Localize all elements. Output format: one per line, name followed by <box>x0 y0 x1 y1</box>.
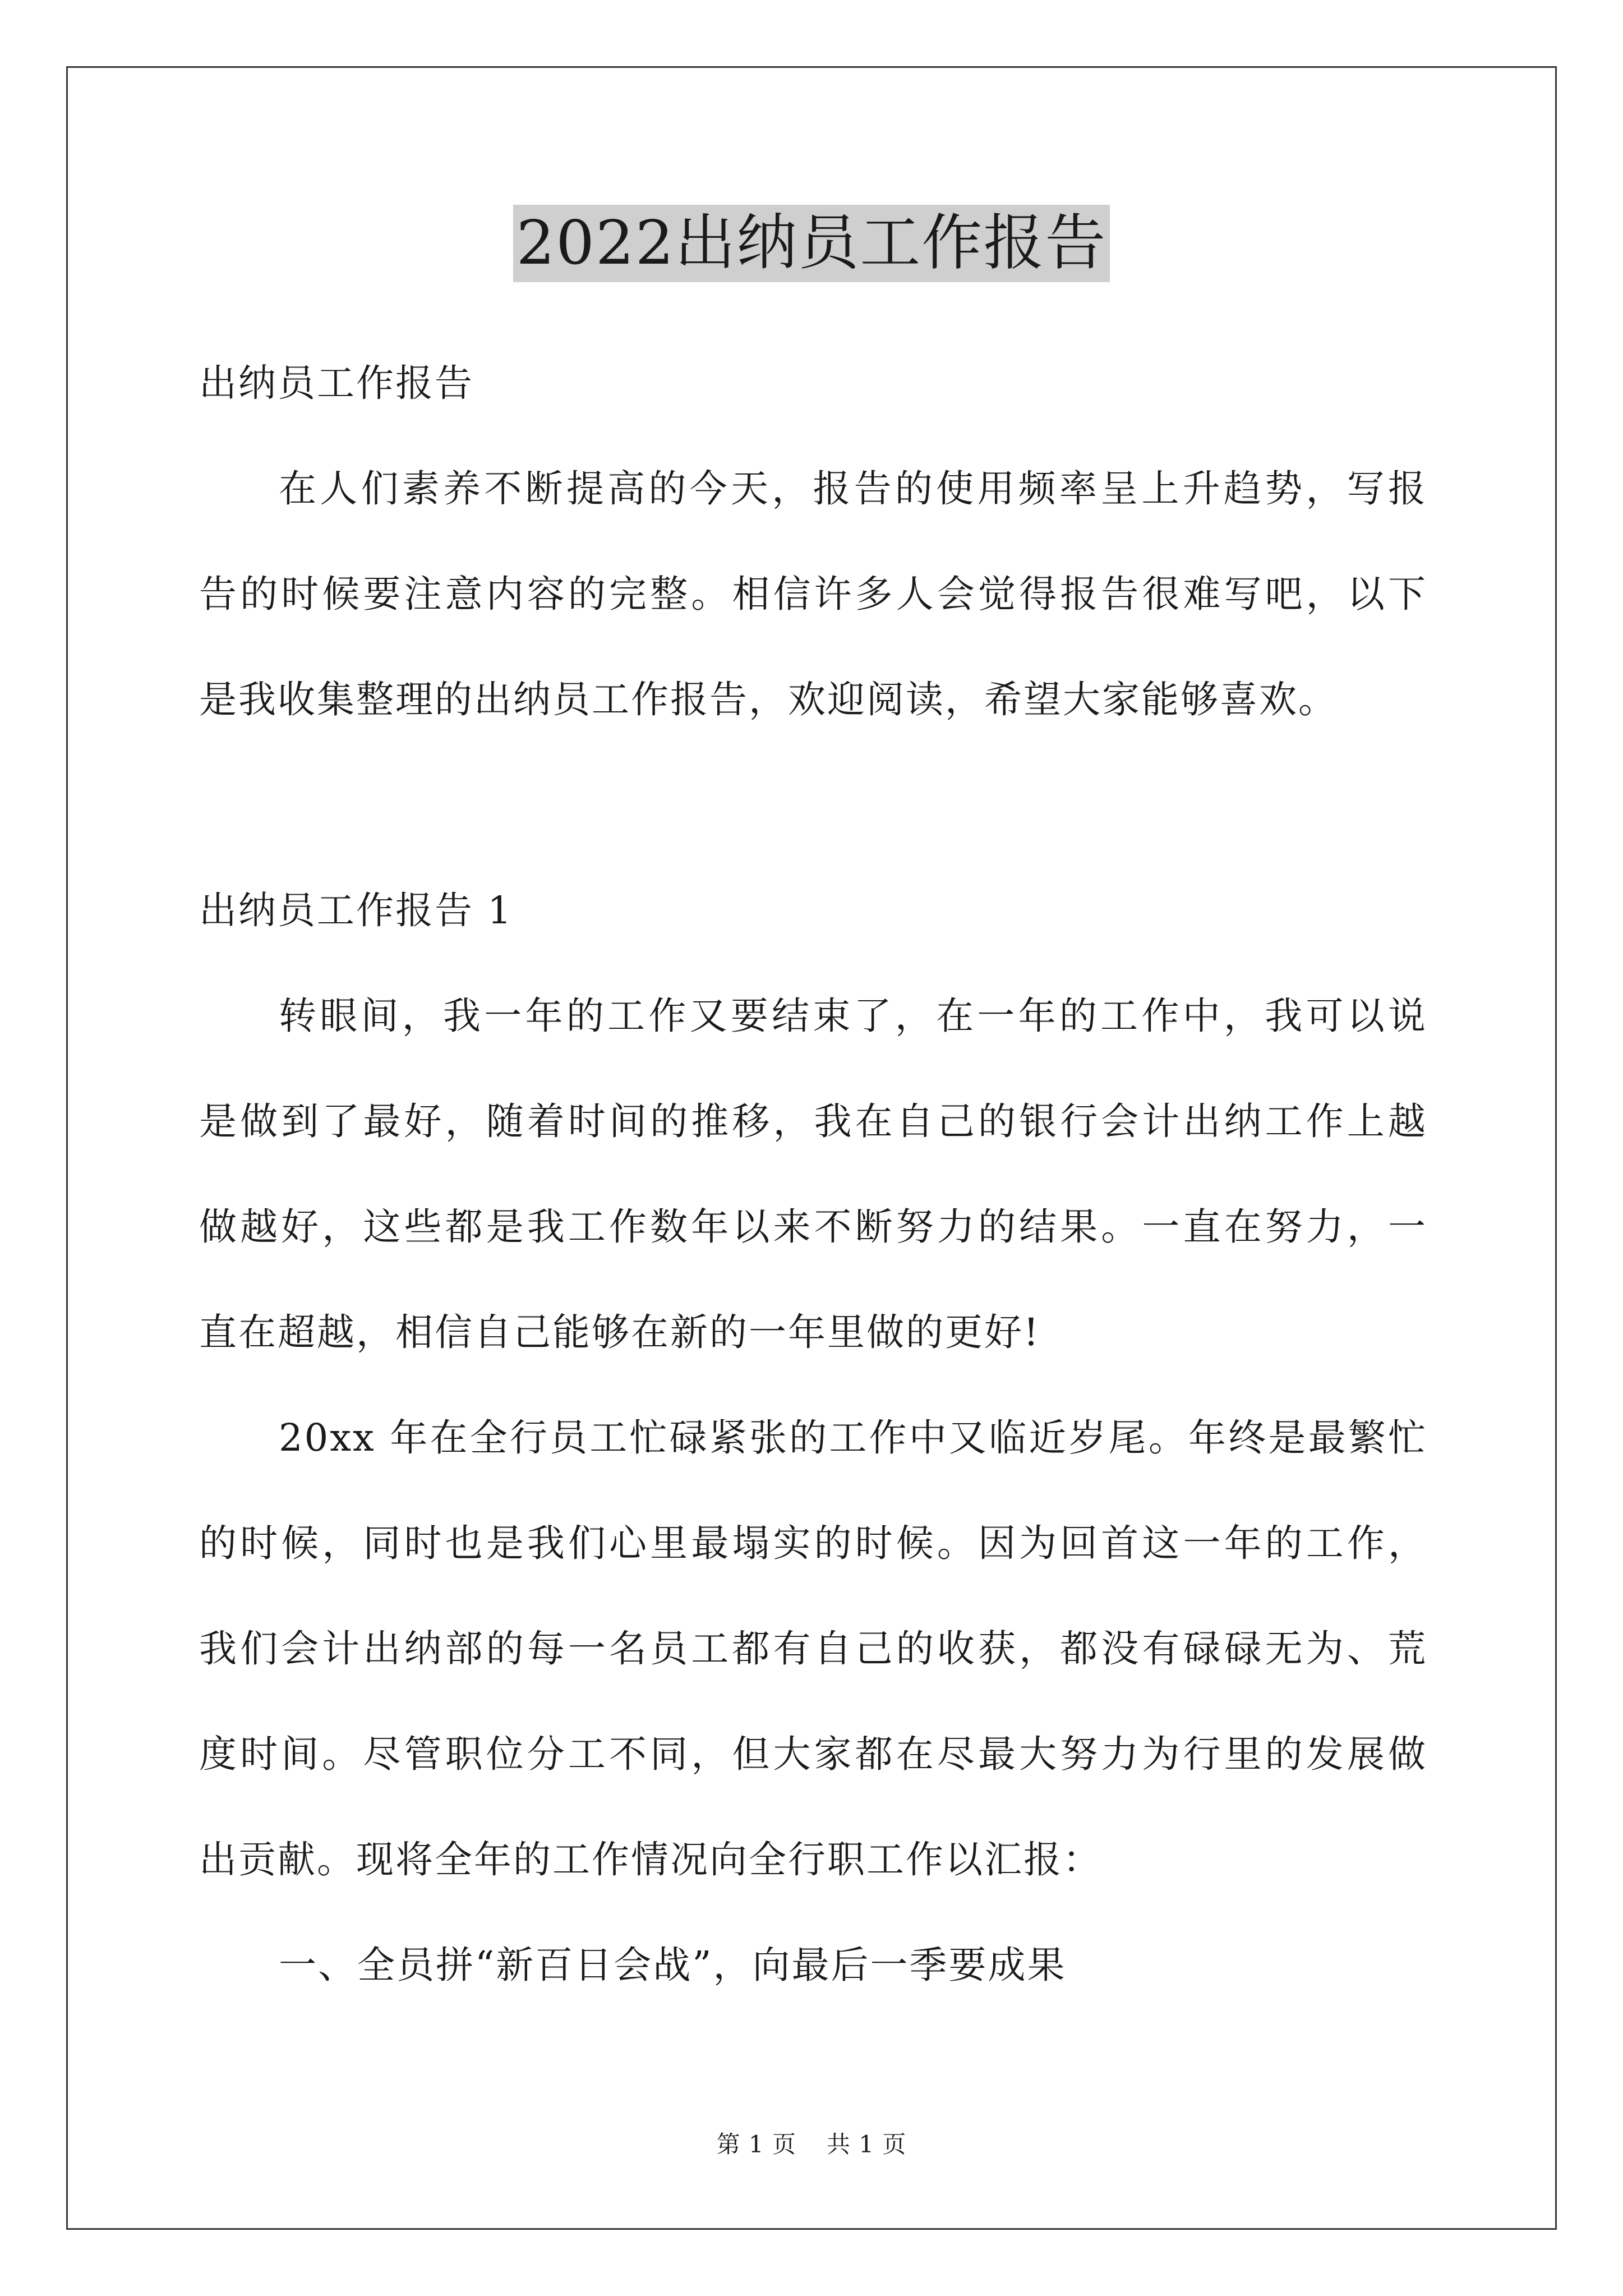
list-item-1: 一、全员拼“新百日会战”，向最后一季要成果 <box>279 1943 1067 1987</box>
page-number: 第 1 页 <box>716 2131 796 2158</box>
para1-line-1: 转眼间，我一年的工作又要结束了，在一年的工作中，我可以说 <box>279 994 1427 1038</box>
main-heading: 出纳员工作报告 <box>199 361 474 405</box>
section-heading: 出纳员工作报告 1 <box>199 889 513 932</box>
document-title: 2022出纳员工作报告 <box>513 205 1110 282</box>
para2-line-4: 度时间。尽管职位分工不同，但大家都在尽最大努力为行里的发展做 <box>199 1732 1427 1776</box>
para2-line-2: 的时候，同时也是我们心里最塌实的时候。因为回首这一年的工作， <box>199 1521 1427 1565</box>
intro-line-2: 告的时候要注意内容的完整。相信许多人会觉得报告很难写吧，以下 <box>199 572 1427 616</box>
para1-line-4: 直在超越，相信自己能够在新的一年里做的更好! <box>199 1310 1040 1354</box>
page-footer <box>0 2126 1623 2160</box>
para2-line-3: 我们会计出纳部的每一名员工都有自己的收获，都没有碌碌无为、荒 <box>199 1627 1427 1671</box>
para1-line-3: 做越好，这些都是我工作数年以来不断努力的结果。一直在努力，一 <box>199 1205 1427 1249</box>
intro-line-1: 在人们素养不断提高的今天，报告的使用频率呈上升趋势，写报 <box>279 467 1427 510</box>
para1-line-2: 是做到了最好，随着时间的推移，我在自己的银行会计出纳工作上越 <box>199 1099 1427 1143</box>
intro-line-3: 是我收集整理的出纳员工作报告，欢迎阅读，希望大家能够喜欢。 <box>199 678 1338 721</box>
para2-line-1: 20xx 年在全行员工忙碌紧张的工作中又临近岁尾。年终是最繁忙 <box>279 1416 1427 1460</box>
title-container <box>0 205 1623 282</box>
para2-line-5: 出贡献。现将全年的工作情况向全行职工作以汇报： <box>199 1838 1102 1881</box>
page-total: 共 1 页 <box>827 2131 907 2158</box>
